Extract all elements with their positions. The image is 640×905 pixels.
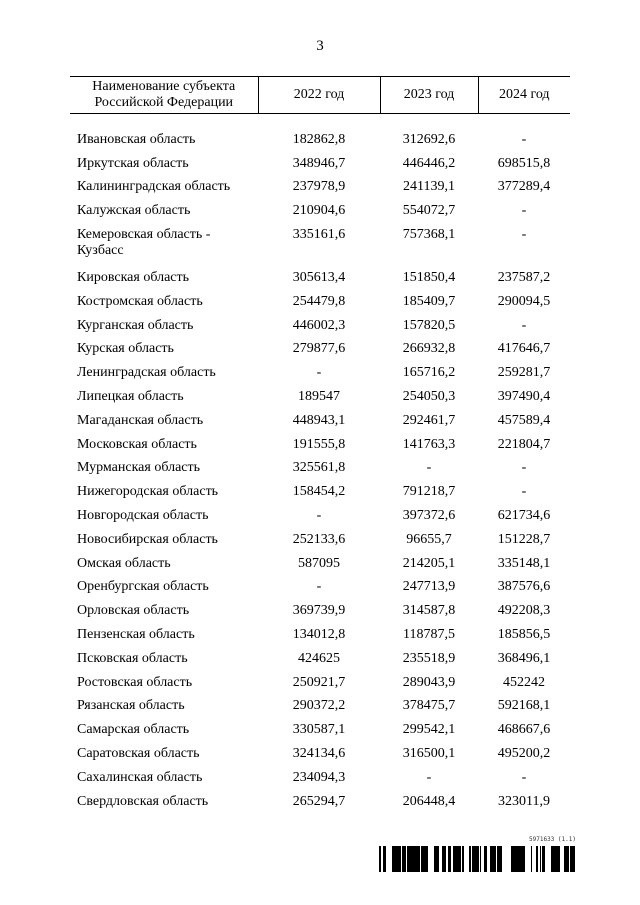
barcode-bar: [531, 846, 532, 872]
value-2024-cell: 698515,8: [497, 155, 551, 171]
table-row: [70, 290, 570, 314]
barcode-bar: [480, 846, 481, 872]
value-2022-cell: 290372,2: [292, 698, 346, 714]
region-name-cell: Орловская область: [77, 603, 190, 619]
barcode-bar: [398, 846, 399, 872]
barcode-bar: [552, 846, 553, 872]
value-2022-cell: 265294,7: [292, 793, 346, 809]
barcode-bar: [477, 846, 478, 872]
value-2024-cell: 592168,1: [497, 698, 551, 714]
value-2023-cell: 378475,7: [402, 698, 456, 714]
region-name-cell: Свердловская область: [77, 793, 209, 809]
table-row: [70, 599, 570, 623]
barcode-bar: [536, 846, 538, 872]
barcode-bar: [462, 846, 463, 872]
value-2022-cell: 252133,6: [292, 531, 346, 547]
region-name-cell: Ленинградская область: [77, 365, 216, 381]
barcode-bar: [383, 846, 386, 872]
value-2023-cell: 151850,4: [402, 270, 456, 286]
barcode-bar: [559, 846, 560, 872]
value-2023-cell: 289043,9: [402, 674, 456, 690]
value-2022-cell: 330587,1: [292, 722, 346, 738]
table-row: [70, 742, 570, 766]
value-2022-cell: 210904,6: [292, 203, 346, 219]
table-row: [70, 128, 570, 152]
value-2023-cell: 254050,3: [402, 389, 456, 405]
barcode-bar: [418, 846, 420, 872]
value-2024-cell: 290094,5: [497, 293, 551, 309]
region-name-cell: Липецкая область: [77, 389, 184, 405]
barcode-bar: [542, 846, 545, 872]
table-row: [70, 176, 570, 200]
value-2022-cell: 348946,7: [292, 155, 346, 171]
barcode: [378, 846, 576, 872]
barcode-bar: [407, 846, 410, 872]
table-row: [70, 718, 570, 742]
table-row: [70, 766, 570, 790]
region-name-cell: Ростовская область: [77, 674, 193, 690]
barcode-bar: [393, 846, 396, 872]
value-2023-cell: 214205,1: [402, 555, 456, 571]
barcode-bar: [475, 846, 477, 872]
value-2023-cell: 266932,8: [402, 341, 456, 357]
barcode-bar: [416, 846, 418, 872]
header-2023: 2023 год: [380, 77, 478, 114]
region-name-cell: Магаданская область: [77, 412, 204, 428]
barcode-bar: [556, 846, 559, 872]
table-body: [70, 114, 570, 814]
table-row: [70, 671, 570, 695]
value-2023-cell: 446446,2: [402, 155, 456, 171]
barcode-bar: [492, 846, 494, 872]
value-2022-cell: 325561,8: [292, 460, 346, 476]
value-2023-cell: 312692,6: [402, 131, 456, 147]
value-2022-cell: 305613,4: [292, 270, 346, 286]
barcode-bar: [396, 846, 398, 872]
table-row: [70, 314, 570, 338]
barcode-bar: [472, 846, 473, 872]
barcode-bar: [518, 846, 520, 872]
barcode-bar: [516, 846, 518, 872]
barcode-bar: [497, 846, 498, 872]
barcode-bar: [540, 846, 541, 872]
barcode-bar: [456, 846, 459, 872]
barcode-bar: [522, 846, 525, 872]
barcode-bar: [551, 846, 552, 872]
barcode-bar: [514, 846, 515, 872]
barcode-bar: [426, 846, 428, 872]
table-spacer-row: [70, 114, 570, 129]
barcode-bar: [421, 846, 424, 872]
value-2022-cell: 324134,6: [292, 746, 346, 762]
barcode-bar: [410, 846, 413, 872]
value-2023-cell: -: [426, 769, 432, 785]
table-row: [70, 409, 570, 433]
table-row: [70, 338, 570, 362]
value-2022-cell: 250921,7: [292, 674, 346, 690]
value-2024-cell: 468667,6: [497, 722, 551, 738]
header-2022: 2022 год: [258, 77, 380, 114]
table-row: [70, 266, 570, 290]
value-2024-cell: 452242: [503, 674, 545, 690]
value-2024-cell: 185856,5: [497, 627, 551, 643]
value-2024-cell: -: [521, 203, 527, 219]
region-name-cell: Новгородская область: [77, 508, 209, 524]
region-name-cell: Омская область: [77, 555, 171, 571]
barcode-area: [378, 836, 576, 874]
value-2022-cell: 424625: [298, 650, 340, 666]
barcode-bar: [566, 846, 569, 872]
value-2024-cell: 335148,1: [497, 555, 551, 571]
barcode-bar: [501, 846, 502, 872]
barcode-bar: [392, 846, 393, 872]
value-2022-cell: 446002,3: [292, 317, 346, 333]
value-2022-cell: 234094,3: [292, 769, 346, 785]
value-2022-cell: 587095: [298, 555, 340, 571]
region-name-cell: Мурманская область: [77, 460, 201, 476]
value-2023-cell: 316500,1: [402, 746, 456, 762]
table-row: [70, 695, 570, 719]
barcode-bar: [564, 846, 566, 872]
region-name-cell: Кемеровская область - Кузбасс: [77, 227, 211, 259]
value-2022-cell: -: [316, 579, 322, 595]
barcode-bar: [520, 846, 522, 872]
table-row: [70, 790, 570, 814]
value-2023-cell: 292461,7: [402, 412, 456, 428]
table-row: [70, 152, 570, 176]
barcode-bar: [473, 846, 475, 872]
region-name-cell: Сахалинская область: [77, 769, 203, 785]
region-name-cell: Оренбургская область: [77, 579, 209, 595]
value-2024-cell: -: [521, 227, 527, 243]
barcode-bar: [491, 846, 492, 872]
barcode-bar: [463, 846, 464, 872]
value-2024-cell: 237587,2: [497, 270, 551, 286]
value-2023-cell: 157820,5: [402, 317, 456, 333]
value-2022-cell: 369739,9: [292, 603, 346, 619]
barcode-bar: [469, 846, 470, 872]
region-name-cell: Пензенская область: [77, 627, 195, 643]
region-name-cell: Калужская область: [77, 203, 191, 219]
region-name-cell: Самарская область: [77, 722, 190, 738]
barcode-bar: [399, 846, 400, 872]
barcode-bar: [486, 846, 487, 872]
region-name-cell: Нижегородская область: [77, 484, 219, 500]
barcode-bar: [515, 846, 516, 872]
region-name-cell: Кировская область: [77, 270, 190, 286]
region-name-cell: Московская область: [77, 436, 197, 452]
table-row: [70, 433, 570, 457]
barcode-bar: [443, 846, 446, 872]
value-2024-cell: 151228,7: [497, 531, 551, 547]
value-2024-cell: -: [521, 460, 527, 476]
value-2022-cell: 448943,1: [292, 412, 346, 428]
value-2022-cell: 335161,6: [292, 227, 346, 243]
region-name-cell: Иркутская область: [77, 155, 189, 171]
value-2024-cell: 397490,4: [497, 389, 551, 405]
value-2022-cell: 191555,8: [292, 436, 346, 452]
barcode-bar: [478, 846, 479, 872]
value-2024-cell: 417646,7: [497, 341, 551, 357]
barcode-bar: [448, 846, 451, 872]
barcode-bar: [459, 846, 461, 872]
table-row: [70, 385, 570, 409]
value-2024-cell: 221804,7: [497, 436, 551, 452]
value-2023-cell: -: [426, 460, 432, 476]
value-2022-cell: 254479,8: [292, 293, 346, 309]
table-header-row: [70, 77, 570, 114]
table-row: [70, 480, 570, 504]
value-2024-cell: 387576,6: [497, 579, 551, 595]
barcode-bar: [436, 846, 439, 872]
page-number: 3: [316, 38, 324, 54]
value-2023-cell: 141763,3: [402, 436, 456, 452]
region-name-cell: Новосибирская область: [77, 531, 218, 547]
table-row: [70, 457, 570, 481]
barcode-bar: [414, 846, 416, 872]
table-row: [70, 576, 570, 600]
region-name-cell: Калининградская область: [77, 179, 231, 195]
region-name-cell: Костромская область: [77, 293, 203, 309]
region-name-cell: Рязанская область: [77, 698, 185, 714]
value-2023-cell: 165716,2: [402, 365, 456, 381]
value-2022-cell: 237978,9: [292, 179, 346, 195]
value-2022-cell: 134012,8: [292, 627, 346, 643]
barcode-bar: [413, 846, 414, 872]
table-row: [70, 223, 570, 266]
value-2024-cell: 621734,6: [497, 508, 551, 524]
value-2024-cell: 377289,4: [497, 179, 551, 195]
header-2024: 2024 год: [478, 77, 570, 114]
barcode-bar: [404, 846, 406, 872]
value-2024-cell: 323011,9: [498, 793, 550, 809]
region-name-cell: Ивановская область: [77, 131, 196, 147]
value-2024-cell: 492208,3: [497, 603, 551, 619]
barcode-bar: [553, 846, 554, 872]
barcode-bar: [402, 846, 404, 872]
table-row: [70, 199, 570, 223]
barcode-bar: [511, 846, 514, 872]
table-row: [70, 504, 570, 528]
value-2024-cell: -: [521, 317, 527, 333]
barcode-bar: [470, 846, 471, 872]
value-2022-cell: -: [316, 365, 322, 381]
value-2023-cell: 241139,1: [403, 179, 455, 195]
region-name-cell: Псковская область: [77, 650, 188, 666]
value-2022-cell: 158454,2: [292, 484, 346, 500]
region-name-cell: Курганская область: [77, 317, 194, 333]
table-row: [70, 552, 570, 576]
value-2022-cell: 279877,6: [292, 341, 346, 357]
value-2022-cell: 189547: [298, 389, 340, 405]
value-2024-cell: -: [521, 131, 527, 147]
value-2024-cell: 368496,1: [497, 650, 551, 666]
barcode-bar: [379, 846, 381, 872]
region-name-cell: Саратовская область: [77, 746, 200, 762]
value-2024-cell: -: [521, 484, 527, 500]
barcode-bar: [400, 846, 401, 872]
table-row: [70, 647, 570, 671]
barcode-bar: [498, 846, 501, 872]
value-2023-cell: 791218,7: [402, 484, 456, 500]
value-2022-cell: 182862,8: [292, 131, 346, 147]
table-row: [70, 361, 570, 385]
barcode-bar: [570, 846, 572, 872]
value-2022-cell: -: [316, 508, 322, 524]
value-2023-cell: 206448,4: [402, 793, 456, 809]
value-2024-cell: -: [521, 769, 527, 785]
value-2023-cell: 235518,9: [402, 650, 456, 666]
value-2024-cell: 495200,2: [497, 746, 551, 762]
barcode-bar: [453, 846, 455, 872]
barcode-bar: [572, 846, 575, 872]
value-2023-cell: 397372,6: [402, 508, 456, 524]
value-2024-cell: 457589,4: [497, 412, 551, 428]
barcode-label: 5971633 (1.1): [529, 836, 576, 843]
value-2024-cell: 259281,7: [497, 365, 551, 381]
value-2023-cell: 554072,7: [402, 203, 456, 219]
region-name-cell: Курская область: [77, 341, 174, 357]
table-row: [70, 623, 570, 647]
value-2023-cell: 299542,1: [402, 722, 456, 738]
value-2023-cell: 757368,1: [402, 227, 456, 243]
barcode-bar: [424, 846, 426, 872]
barcode-bar: [494, 846, 496, 872]
value-2023-cell: 185409,7: [402, 293, 456, 309]
barcode-bar: [455, 846, 456, 872]
header-region: Наименование субъекта Российской Федерации: [70, 77, 258, 114]
barcode-bar: [554, 846, 556, 872]
table-row: [70, 528, 570, 552]
value-2023-cell: 118787,5: [403, 627, 455, 643]
value-2023-cell: 247713,9: [402, 579, 456, 595]
budget-table: [70, 76, 570, 814]
barcode-bar: [434, 846, 436, 872]
barcode-bar: [490, 846, 491, 872]
barcode-bar: [484, 846, 486, 872]
barcode-bar: [442, 846, 443, 872]
value-2023-cell: 314587,8: [402, 603, 456, 619]
value-2023-cell: 96655,7: [406, 531, 452, 547]
